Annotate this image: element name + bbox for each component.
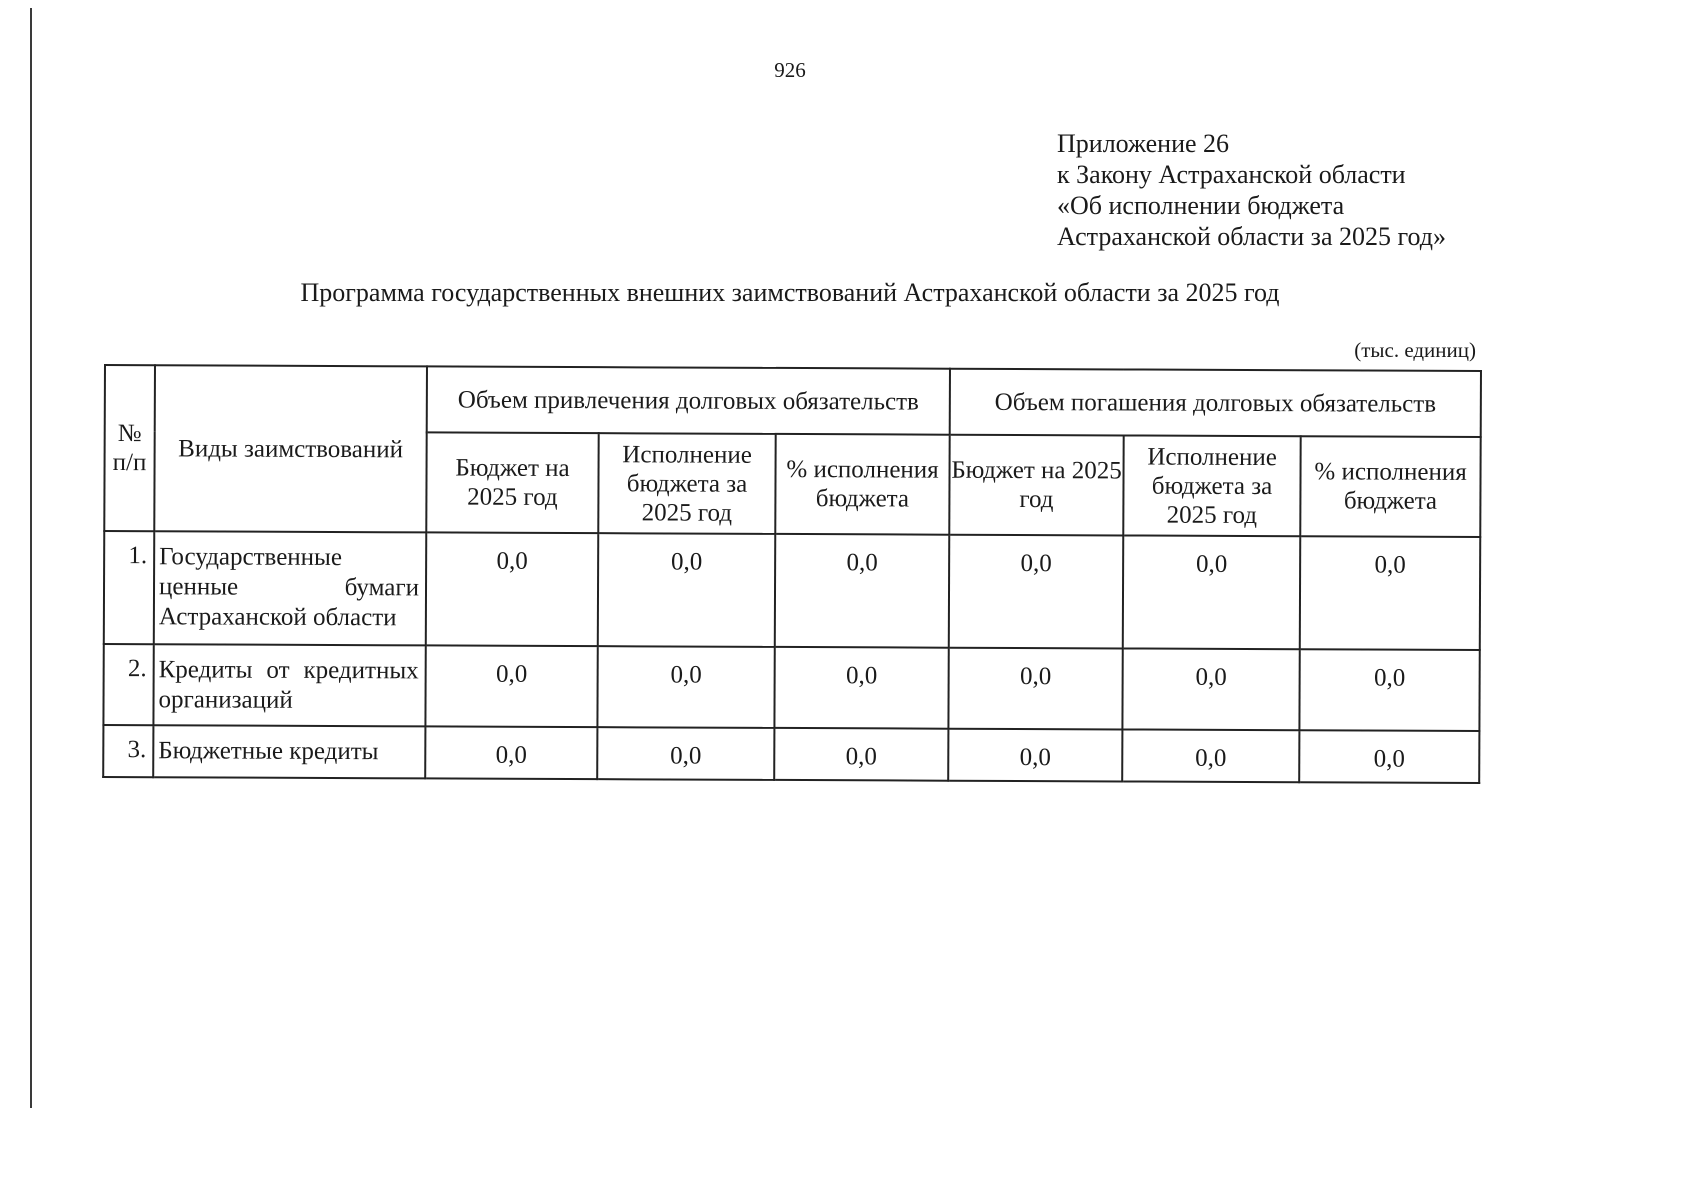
cell-repayment-percent: 0,0	[1299, 730, 1479, 783]
header-group-attraction: Объем привлечения долговых обязательств	[427, 366, 950, 434]
cell-repayment-budget: 0,0	[949, 535, 1123, 649]
appendix-line-4: Астраханской области за 2025 год»	[1057, 222, 1446, 251]
borrowings-table	[102, 364, 1482, 784]
appendix-line-2: к Закону Астраханской области	[1057, 160, 1406, 189]
header-repayment-percent: % исполнения бюджета	[1300, 436, 1480, 537]
table-row	[104, 531, 1481, 650]
table-row	[103, 725, 1479, 783]
header-kind: Виды заимствований	[154, 365, 427, 532]
appendix-line-1: Приложение 26	[1057, 129, 1230, 158]
row-kind: Государственные ценные бумаги Астраханской области	[154, 531, 426, 645]
units-label: (тыс. единиц)	[1354, 338, 1476, 362]
cell-repayment-execution: 0,0	[1122, 729, 1299, 782]
header-num: № п/п	[104, 365, 155, 531]
borrowings-table-wrapper	[102, 364, 1480, 784]
header-repayment-execution: Исполнение бюджета за 2025 год	[1123, 435, 1300, 536]
binding-edge-line	[30, 8, 32, 1108]
cell-attraction-percent: 0,0	[775, 534, 950, 648]
header-attraction-budget: Бюджет на 2025 год	[426, 432, 598, 533]
table-row	[103, 644, 1479, 731]
row-num: 2.	[103, 644, 153, 725]
cell-attraction-percent: 0,0	[774, 647, 948, 729]
cell-attraction-budget: 0,0	[425, 726, 597, 779]
appendix-line-3: «Об исполнении бюджета	[1057, 191, 1345, 220]
cell-repayment-percent: 0,0	[1299, 649, 1479, 731]
table-header-row-1	[105, 365, 1481, 437]
row-kind: Кредиты от кредитных организаций	[153, 644, 425, 726]
document-title: Программа государственных внешних заимствований Астраханской области за 2025 год	[300, 278, 1280, 307]
cell-attraction-execution: 0,0	[597, 646, 774, 728]
cell-repayment-budget: 0,0	[948, 648, 1122, 730]
header-group-repayment: Объем погашения долговых обязательств	[950, 369, 1481, 437]
cell-attraction-percent: 0,0	[774, 728, 948, 781]
row-num: 1.	[104, 531, 154, 644]
row-num: 3.	[103, 725, 153, 777]
page-number: 926	[774, 58, 806, 82]
header-attraction-percent: % исполнения бюджета	[775, 434, 949, 535]
header-attraction-execution: Исполнение бюджета за 2025 год	[598, 433, 775, 534]
cell-repayment-execution: 0,0	[1123, 535, 1300, 649]
appendix-reference	[1057, 128, 1446, 252]
cell-repayment-execution: 0,0	[1122, 648, 1299, 730]
header-repayment-budget: Бюджет на 2025 год	[949, 435, 1123, 536]
cell-attraction-execution: 0,0	[597, 727, 774, 780]
cell-attraction-budget: 0,0	[426, 532, 598, 646]
cell-repayment-percent: 0,0	[1300, 536, 1481, 650]
cell-repayment-budget: 0,0	[948, 729, 1122, 782]
row-kind: Бюджетные кредиты	[153, 725, 425, 778]
cell-attraction-execution: 0,0	[598, 533, 775, 647]
cell-attraction-budget: 0,0	[425, 645, 597, 727]
